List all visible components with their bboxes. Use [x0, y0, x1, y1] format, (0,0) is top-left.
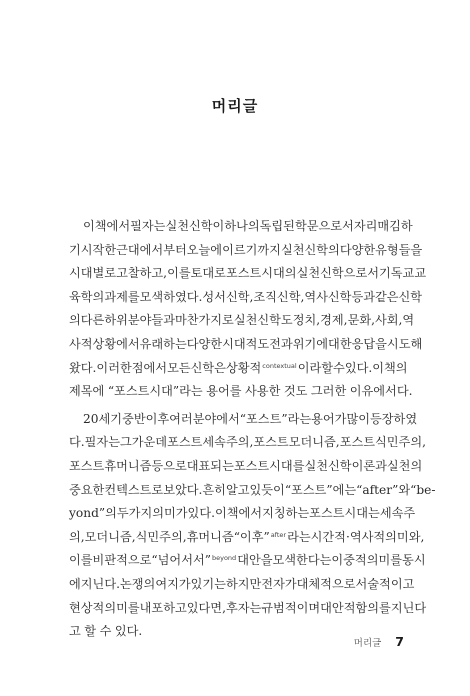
- word: 다양한: [339, 242, 376, 257]
- page-footer: [354, 634, 404, 649]
- word: 이: [214, 506, 227, 521]
- word: 대표되는: [186, 458, 234, 473]
- word: 모색한다는: [272, 553, 332, 568]
- word: “넘어서서”$^{beyond}$: [151, 553, 237, 568]
- word: 비판적으로: [92, 553, 152, 568]
- word: 이유에서다.: [349, 384, 413, 399]
- text-line: [69, 262, 427, 286]
- word: 상황적$^{contextual}$이라: [225, 360, 322, 375]
- body-text: [69, 215, 436, 644]
- word: 이: [372, 360, 385, 375]
- text-line: [69, 215, 413, 239]
- word: 기독교교: [379, 266, 427, 281]
- word: 그러한: [310, 384, 347, 399]
- text-line: [69, 357, 408, 381]
- word: “포스트”에는: [284, 482, 357, 497]
- word: 필자는: [84, 435, 120, 450]
- word: 하위: [104, 313, 128, 328]
- word: 논쟁의: [119, 576, 156, 591]
- running-header: 머리글: [353, 638, 382, 649]
- word: 다.: [69, 435, 85, 450]
- word: 가운데: [131, 435, 168, 450]
- word: 여러: [169, 411, 193, 426]
- word: 학문으로서: [294, 219, 354, 233]
- word: 에: [69, 576, 81, 591]
- text-line: [69, 380, 413, 404]
- text-line: [69, 455, 423, 479]
- word: 이르기까지: [222, 242, 281, 257]
- word: 의,: [69, 529, 85, 544]
- word: 포스트휴머니즘: [69, 458, 152, 473]
- word: 지닌다.: [80, 576, 120, 591]
- word: 다양한: [186, 336, 223, 351]
- word: 실천신학: [304, 458, 352, 473]
- word: 시대별로: [69, 266, 117, 281]
- word: 제목에: [69, 384, 105, 399]
- word: 포스트시대는: [309, 506, 380, 521]
- word: “after”와: [356, 482, 411, 497]
- word: 시대적: [222, 336, 258, 351]
- word: 역사신학: [304, 289, 352, 304]
- word: 점에서: [131, 360, 168, 375]
- word: 세속주: [379, 506, 416, 521]
- text-line: [69, 526, 425, 550]
- word: 함의를: [355, 600, 391, 615]
- word: 이론과: [351, 458, 387, 473]
- word: 필자는: [130, 219, 166, 233]
- word: 있다면,: [186, 600, 226, 615]
- word: 의: [69, 313, 81, 328]
- word: 포스트시대를: [233, 458, 305, 473]
- word: 실천신학의: [280, 242, 340, 257]
- text-line: [69, 309, 415, 333]
- word: 휴머니즘: [186, 529, 234, 544]
- word: 같은: [374, 289, 399, 304]
- word: 정치,: [292, 313, 321, 328]
- word: 대한: [328, 336, 352, 351]
- word: 등과: [351, 289, 375, 304]
- word: 의미를: [366, 553, 403, 568]
- word: 시간적·역사적: [310, 529, 386, 544]
- word: yond”의: [69, 506, 117, 521]
- word: 등장하였: [370, 411, 418, 426]
- word: 내포하고: [139, 600, 187, 615]
- word: 것도: [283, 384, 308, 399]
- word: 토대로: [190, 266, 226, 281]
- word: 이러한: [96, 360, 132, 375]
- word: 시작한: [80, 242, 117, 257]
- word: 유형들을: [375, 242, 423, 257]
- word: 역: [402, 313, 415, 328]
- word: 중반: [122, 411, 146, 426]
- text-line: [69, 408, 418, 432]
- word: 흔히: [202, 482, 226, 497]
- word: 왔다.: [69, 360, 97, 375]
- word: 가지: [128, 506, 153, 521]
- word: 경제,: [320, 313, 348, 328]
- word: 두: [116, 506, 129, 521]
- word: 이를: [69, 553, 93, 568]
- word: “be-: [410, 482, 436, 497]
- word: 이후: [145, 411, 170, 426]
- word: 유래하는: [139, 336, 187, 351]
- text-line: [69, 431, 426, 455]
- word: 조직신학,: [253, 289, 305, 304]
- word: 현상적: [69, 600, 105, 615]
- word: 책에서: [226, 506, 263, 521]
- word: 후자는: [225, 600, 262, 615]
- word: 육학의: [69, 289, 105, 304]
- word: 컨텍스트로: [104, 482, 164, 497]
- word: 서술적이고: [355, 576, 415, 591]
- word: 할: [321, 360, 334, 375]
- word: 책의: [384, 360, 408, 375]
- word: 등으로: [151, 458, 187, 473]
- word: 응답을: [351, 336, 387, 351]
- word: 위기에: [292, 336, 329, 351]
- word: 상황에서: [92, 336, 140, 351]
- word: 고찰하고,: [116, 266, 168, 281]
- word: 수: [333, 360, 345, 375]
- word: 보았다.: [163, 482, 203, 497]
- word: 시도해: [386, 336, 423, 351]
- word: 사용한: [245, 384, 281, 399]
- word: 도전과: [257, 336, 293, 351]
- word: 모든: [167, 360, 191, 375]
- word: 과제를: [104, 289, 140, 304]
- word: 고: [69, 624, 81, 639]
- word: 분야들과: [127, 313, 175, 328]
- text-line: [69, 479, 436, 503]
- text-line: [69, 502, 416, 526]
- word: 이중적: [331, 553, 367, 568]
- word: 전자가: [261, 576, 297, 591]
- word: 포스트식민주의,: [339, 435, 426, 450]
- word: 동시: [402, 553, 426, 568]
- word: 있듯이: [249, 482, 285, 497]
- word: 독립된: [259, 219, 295, 233]
- gloss-superscript: contextual: [262, 361, 297, 370]
- text-line: [69, 549, 426, 573]
- word: 있다.: [114, 624, 143, 639]
- word: 있다.: [187, 506, 215, 521]
- word: 포스트시대의: [225, 266, 297, 281]
- word: 오늘에: [186, 242, 223, 257]
- word: 의미가: [152, 506, 188, 521]
- word: 사회,: [374, 313, 403, 328]
- word: 근대에서부터: [116, 242, 187, 257]
- word: 지칭하는: [262, 506, 310, 521]
- gloss-superscript: after: [270, 530, 287, 539]
- word: 의미를: [104, 600, 140, 615]
- word: 이를: [167, 266, 191, 281]
- word: 실천신학이: [165, 219, 225, 233]
- word: “이후”$^{after}$라는: [233, 529, 311, 544]
- word: 성서신학,: [202, 289, 254, 304]
- word: 그: [119, 435, 132, 450]
- word: 다른: [80, 313, 105, 328]
- word: 있다.: [344, 360, 373, 375]
- word: 여지가: [155, 576, 191, 591]
- gloss-superscript: beyond: [211, 554, 237, 563]
- text-line: [69, 597, 427, 621]
- word: 20세기: [83, 411, 123, 426]
- word: 실천신학도: [233, 313, 293, 328]
- word: 하지만: [225, 576, 262, 591]
- text-line: [69, 333, 423, 357]
- word: 신학: [398, 289, 423, 304]
- word: 수: [99, 624, 112, 639]
- word: 많이: [346, 411, 370, 426]
- word: 책에서: [94, 219, 131, 233]
- text-line: [69, 239, 423, 263]
- text-line: [69, 286, 423, 310]
- word: “포스트시대”라는: [107, 384, 203, 399]
- word: 대안적: [320, 600, 356, 615]
- page-number: 7: [395, 634, 404, 649]
- word: 모더니즘,: [84, 529, 136, 544]
- word: 의미와,: [385, 529, 425, 544]
- page-title: 머리글: [211, 97, 259, 115]
- text-line: [69, 573, 415, 597]
- word: 포스트세속주의,: [167, 435, 254, 450]
- word: 사적: [69, 336, 93, 351]
- word: 지닌다: [390, 600, 427, 615]
- word: 포스트모더니즘,: [253, 435, 340, 450]
- word: 분야에서: [192, 411, 240, 426]
- word: 용어를: [206, 384, 242, 399]
- word: 기: [69, 242, 81, 257]
- word: 실천의: [386, 458, 423, 473]
- word: 이: [83, 219, 95, 233]
- word: 실천신학으로서: [296, 266, 379, 281]
- word: 알고: [225, 482, 250, 497]
- word: 대안을: [237, 553, 273, 568]
- word: 식민주의,: [135, 529, 187, 544]
- word: “포스트”라는: [239, 411, 312, 426]
- word: 규범적이며: [261, 600, 321, 615]
- word: 모색하였다.: [139, 289, 203, 304]
- word: 중요한: [69, 482, 105, 497]
- word: 용어가: [311, 411, 347, 426]
- word: 대체적으로: [296, 576, 356, 591]
- word: 문화,: [347, 313, 375, 328]
- word: 있기는: [190, 576, 226, 591]
- word: 하나의: [224, 219, 260, 233]
- word: 신학은: [190, 360, 226, 375]
- word: 자리매김하: [353, 219, 413, 233]
- word: 마찬가지로: [174, 313, 234, 328]
- word: 할: [84, 624, 97, 639]
